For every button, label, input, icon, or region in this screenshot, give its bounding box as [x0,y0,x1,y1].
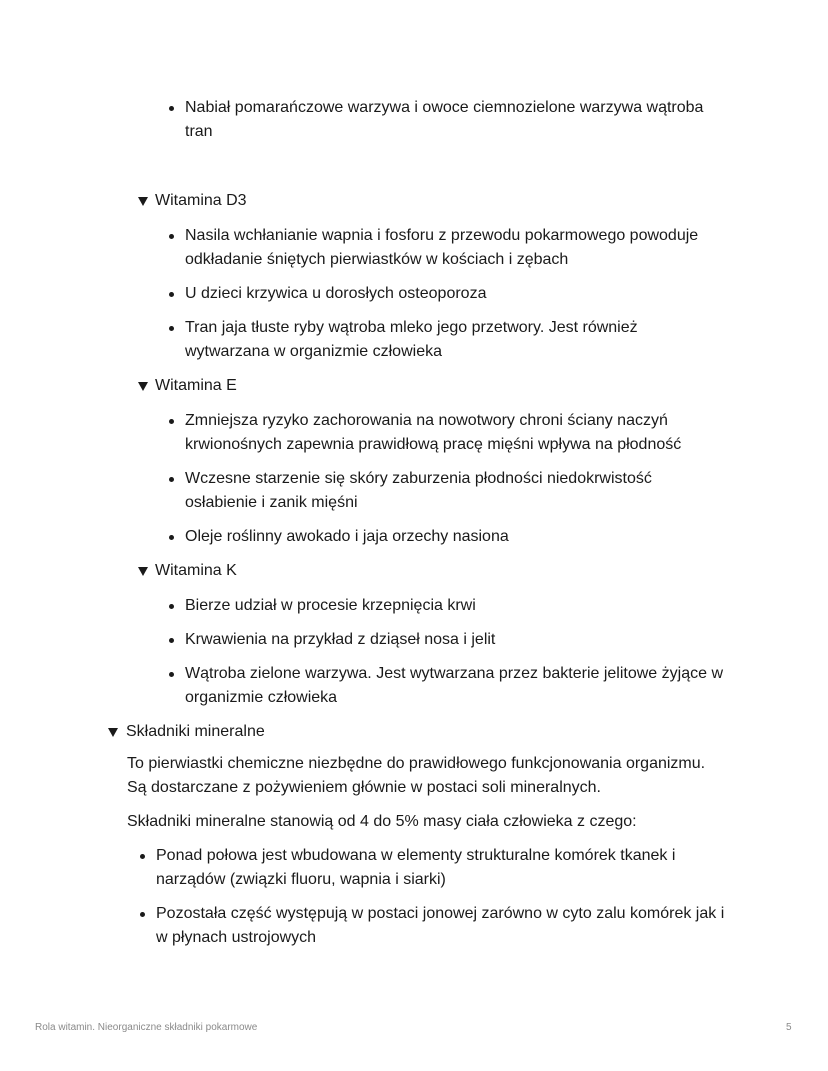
paragraph: To pierwiastki chemiczne niezbędne do prawidłowego funkcjonowania organizmu. Są dostarczane z pożywieniem głównie w postaci soli mineralnych. [127,755,706,796]
bullet-dot [169,477,174,482]
toggle-triangle-icon[interactable] [138,197,148,206]
bullet-dot [169,604,174,609]
list-item: Tran jaja tłuste ryby wątroba mleko jego przetwory. Jest również wytwarzana w organizmie człowieka [185,319,638,360]
footer-title: Rola witamin. Nieorganiczne składniki pokarmowe [35,1022,258,1033]
list-item: Wątroba zielone warzywa. Jest wytwarzana przez bakterie jelitowe żyjące w organizmie człowieka [185,665,723,706]
toggle-triangle-icon[interactable] [138,382,148,391]
bullet-dot [169,292,174,297]
list-item: Pozostała część występują w postaci jonowej zarówno w cyto zalu komórek jak i w płynach ustrojowych [156,905,725,946]
bullet-dot [140,912,145,917]
toggle-triangle-icon[interactable] [138,567,148,576]
list-item: Nasila wchłanianie wapnia i fosforu z przewodu pokarmowego powoduje odkładanie śniętych pierwiastków w kościach i zębach [185,227,699,268]
list-item: Wczesne starzenie się skóry zaburzenia płodności niedokrwistość osłabienie i zanik mięśni [185,470,652,511]
bullet-dot [169,234,174,239]
bullet-dot [169,535,174,540]
list-item: Zmniejsza ryzyko zachorowania na nowotwory chroni ściany naczyń krwionośnych zapewnia prawidłową pracę mięśni wpływa na płodność [185,412,682,453]
bullet-dot [169,419,174,424]
toggle-heading-vitamin-e[interactable]: Witamina E [155,377,237,394]
bullet-dot [169,326,174,331]
list-item: Nabiał pomarańczowe warzywa i owoce ciemnozielone warzywa wątroba tran [185,99,704,140]
bullet-dot [140,854,145,859]
bullet-dot [169,106,174,111]
list-item: Oleje roślinny awokado i jaja orzechy nasiona [185,528,509,545]
bullet-dot [169,672,174,677]
paragraph: Składniki mineralne stanowią od 4 do 5% masy ciała człowieka z czego: [127,813,637,830]
list-item: Krwawienia na przykład z dziąseł nosa i jelit [185,631,496,648]
toggle-triangle-icon[interactable] [108,728,118,737]
toggle-heading-minerals[interactable]: Składniki mineralne [126,723,265,740]
toggle-heading-vitamin-d3[interactable]: Witamina D3 [155,192,247,209]
list-item: Bierze udział w procesie krzepnięcia krwi [185,597,476,614]
toggle-heading-vitamin-k[interactable]: Witamina K [155,562,237,579]
list-item: U dzieci krzywica u dorosłych osteoporoza [185,285,487,302]
list-item: Ponad połowa jest wbudowana w elementy strukturalne komórek tkanek i narządów (związki fluoru, wapnia i siarki) [156,847,676,888]
bullet-dot [169,638,174,643]
page-number: 5 [786,1022,792,1033]
